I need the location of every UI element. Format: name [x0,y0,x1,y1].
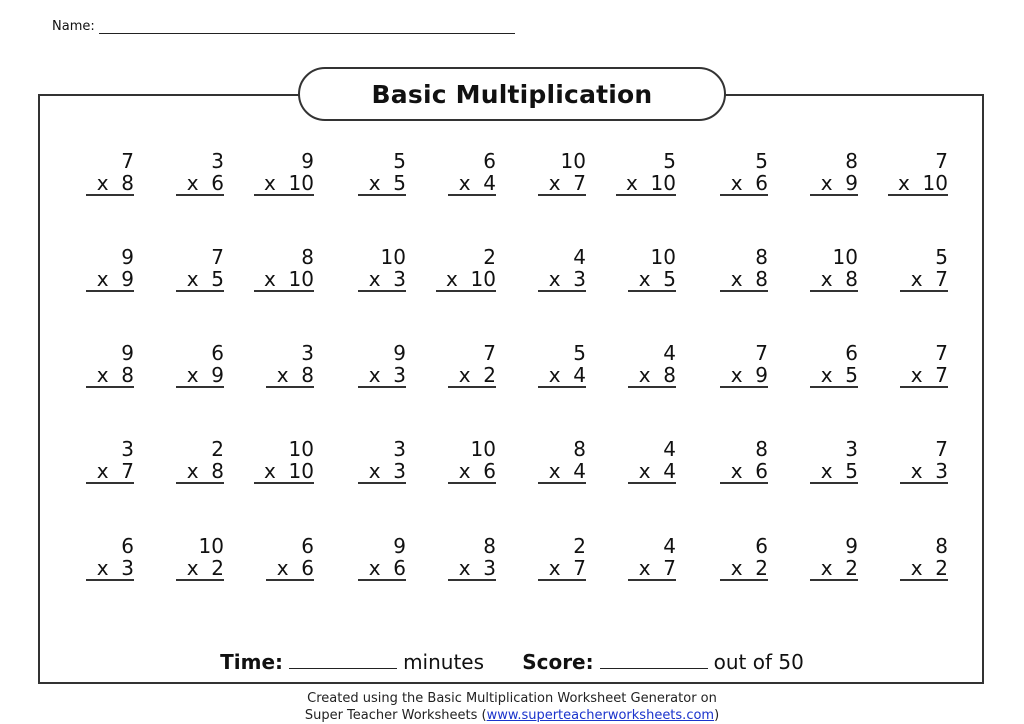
worksheet-title [298,67,726,121]
multiplicand: 10 [198,534,224,558]
multiplicand: 5 [393,149,406,173]
problem-27 [628,342,676,388]
time-input-line[interactable] [289,650,397,669]
problem-11 [86,246,134,292]
problem-14 [358,246,406,292]
multiplicand: 8 [573,437,586,461]
multiplicand: 6 [301,534,314,558]
multiplicand: 10 [288,437,314,461]
multiplier: x 9 [810,172,858,196]
problem-47 [628,535,676,581]
problem-20 [900,246,948,292]
problem-7 [616,150,676,196]
name-input-line[interactable] [99,19,515,34]
problem-19 [810,246,858,292]
multiplicand: 7 [483,341,496,365]
multiplicand: 5 [663,149,676,173]
multiplicand: 9 [121,341,134,365]
problem-29 [810,342,858,388]
multiplier: x 3 [900,460,948,484]
multiplicand: 10 [470,437,496,461]
multiplicand: 8 [935,534,948,558]
problem-40 [900,438,948,484]
multiplier: x 5 [358,172,406,196]
problem-37 [628,438,676,484]
problem-9 [810,150,858,196]
multiplier: x 6 [176,172,224,196]
multiplicand: 4 [663,534,676,558]
multiplicand: 9 [393,341,406,365]
multiplicand: 3 [393,437,406,461]
multiplier: x 3 [86,557,134,581]
multiplier: x 5 [810,364,858,388]
multiplier: x 9 [176,364,224,388]
problem-15 [436,246,496,292]
multiplicand: 4 [573,245,586,269]
multiplicand: 7 [755,341,768,365]
multiplicand: 9 [301,149,314,173]
problem-16 [538,246,586,292]
multiplier: x 2 [448,364,496,388]
problem-12 [176,246,224,292]
problem-18 [720,246,768,292]
multiplier: x 2 [900,557,948,581]
credit-line-2: Super Teacher Worksheets (www.superteacherworksheets.com) [304,708,720,723]
time-score-row [0,650,1024,674]
multiplicand: 9 [845,534,858,558]
multiplicand: 10 [380,245,406,269]
problem-35 [448,438,496,484]
multiplicand: 6 [755,534,768,558]
multiplier: x 7 [86,460,134,484]
multiplier: x 10 [616,172,676,196]
problem-38 [720,438,768,484]
multiplier: x 9 [720,364,768,388]
multiplier: x 10 [254,460,314,484]
multiplier: x 10 [254,172,314,196]
multiplier: x 6 [720,460,768,484]
multiplicand: 7 [935,149,948,173]
problem-30 [900,342,948,388]
multiplier: x 2 [720,557,768,581]
problem-23 [266,342,314,388]
problem-21 [86,342,134,388]
multiplicand: 3 [301,341,314,365]
multiplier: x 3 [538,268,586,292]
score-input-line[interactable] [600,650,708,669]
problem-25 [448,342,496,388]
multiplier: x 3 [358,364,406,388]
multiplier: x 6 [720,172,768,196]
problem-49 [810,535,858,581]
problem-48 [720,535,768,581]
multiplier: x 3 [358,460,406,484]
multiplier: x 10 [888,172,948,196]
multiplicand: 9 [393,534,406,558]
multiplier: x 8 [86,364,134,388]
multiplicand: 5 [573,341,586,365]
multiplier: x 10 [436,268,496,292]
multiplier: x 7 [538,172,586,196]
problem-26 [538,342,586,388]
problem-5 [448,150,496,196]
problem-8 [720,150,768,196]
multiplicand: 4 [663,437,676,461]
problem-34 [358,438,406,484]
multiplier: x 6 [266,557,314,581]
multiplier: x 5 [176,268,224,292]
multiplier: x 8 [720,268,768,292]
problem-4 [358,150,406,196]
name-field-row [52,19,515,34]
problem-42 [176,535,224,581]
problem-44 [358,535,406,581]
credit-link[interactable]: www.superteacherworksheets.com [486,708,715,723]
multiplicand: 7 [935,437,948,461]
minutes-label: minutes [403,650,485,674]
multiplicand: 5 [935,245,948,269]
multiplicand: 8 [301,245,314,269]
problem-43 [266,535,314,581]
multiplicand: 8 [845,149,858,173]
problem-50 [900,535,948,581]
problem-24 [358,342,406,388]
multiplier: x 8 [86,172,134,196]
multiplicand: 2 [211,437,224,461]
out-of-label: out of 50 [713,650,804,674]
problem-39 [810,438,858,484]
problem-46 [538,535,586,581]
problem-41 [86,535,134,581]
multiplicand: 2 [573,534,586,558]
credit-text [0,690,1024,724]
multiplier: x 3 [448,557,496,581]
multiplier: x 6 [448,460,496,484]
problem-22 [176,342,224,388]
problem-13 [254,246,314,292]
multiplicand: 7 [211,245,224,269]
multiplicand: 6 [121,534,134,558]
multiplicand: 6 [483,149,496,173]
score-label: Score: [522,650,594,674]
multiplicand: 8 [483,534,496,558]
credit-line-1: Created using the Basic Multiplication Worksheet Generator on [307,691,717,706]
multiplier: x 2 [810,557,858,581]
multiplier: x 4 [628,460,676,484]
multiplier: x 5 [628,268,676,292]
multiplicand: 2 [483,245,496,269]
problem-1 [86,150,134,196]
multiplier: x 4 [448,172,496,196]
multiplicand: 7 [121,149,134,173]
problem-33 [254,438,314,484]
multiplier: x 7 [900,268,948,292]
multiplicand: 10 [560,149,586,173]
problem-31 [86,438,134,484]
multiplicand: 9 [121,245,134,269]
multiplicand: 3 [121,437,134,461]
problem-2 [176,150,224,196]
problem-36 [538,438,586,484]
multiplicand: 10 [650,245,676,269]
multiplier: x 7 [538,557,586,581]
multiplier: x 3 [358,268,406,292]
multiplier: x 4 [538,460,586,484]
multiplier: x 5 [810,460,858,484]
multiplicand: 3 [845,437,858,461]
multiplier: x 10 [254,268,314,292]
multiplier: x 6 [358,557,406,581]
multiplicand: 6 [211,341,224,365]
multiplier: x 9 [86,268,134,292]
multiplicand: 4 [663,341,676,365]
multiplier: x 8 [810,268,858,292]
problem-10 [888,150,948,196]
multiplicand: 5 [755,149,768,173]
worksheet-title-text: Basic Multiplication [371,79,653,109]
multiplicand: 7 [935,341,948,365]
multiplicand: 3 [211,149,224,173]
problem-6 [538,150,586,196]
problem-32 [176,438,224,484]
multiplier: x 4 [538,364,586,388]
multiplier: x 8 [266,364,314,388]
problem-17 [628,246,676,292]
problem-3 [254,150,314,196]
problem-45 [448,535,496,581]
multiplicand: 8 [755,437,768,461]
multiplicand: 8 [755,245,768,269]
multiplier: x 8 [176,460,224,484]
name-label: Name: [52,19,95,34]
multiplier: x 2 [176,557,224,581]
time-label: Time: [220,650,284,674]
multiplicand: 10 [832,245,858,269]
multiplier: x 7 [628,557,676,581]
problem-28 [720,342,768,388]
multiplicand: 6 [845,341,858,365]
multiplier: x 8 [628,364,676,388]
multiplier: x 7 [900,364,948,388]
